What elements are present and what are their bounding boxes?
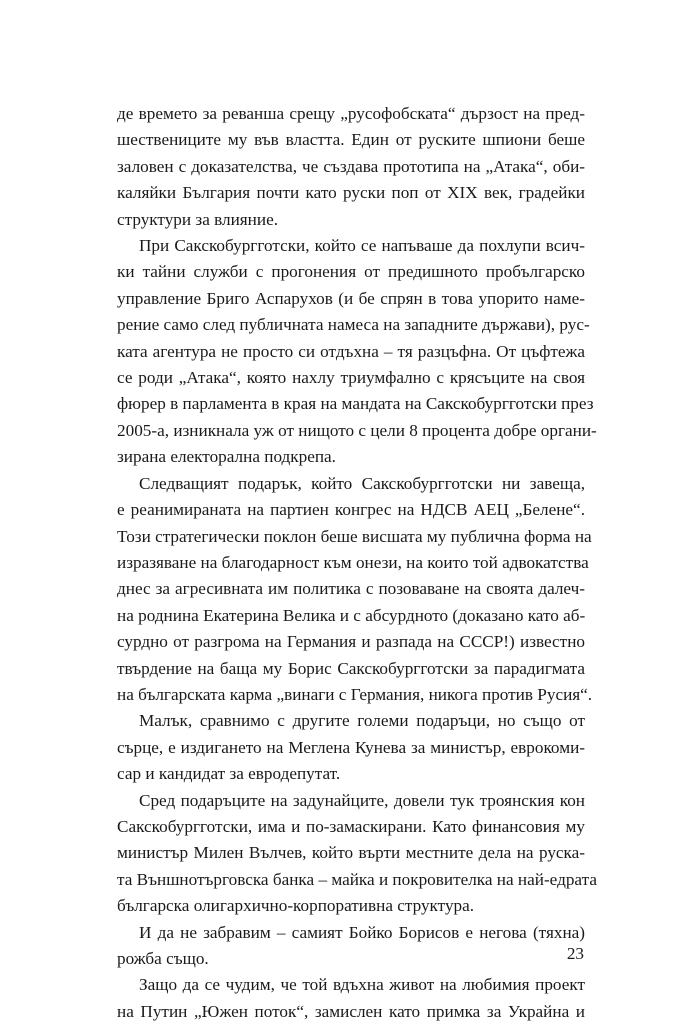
text-line: сърце, е издигането на Меглена Кунева за министър, еврокоми-: [117, 737, 585, 757]
text-line: твърдение на баща му Борис Сакскобургготски за парадигмата: [117, 658, 585, 678]
text-line: Защо да се чудим, че той вдъхна живот на любимия проект: [139, 975, 585, 995]
text-line: на роднина Екатерина Велика и с абсурдното (доказано като аб-: [117, 605, 586, 625]
text-line: рожба също.: [117, 949, 209, 968]
text-line: Следващият подарък, който Сакскобургготски ни завеща,: [139, 473, 585, 493]
text-line: та Външнотърговска банка – майка и покровителка на най-едрата: [117, 869, 597, 889]
text-line: се роди „Атака“, която нахлу триумфално с крясъците на своя: [117, 368, 585, 388]
text-line: заловен с доказателства, че създава прототипа на „Атака“, оби-: [117, 156, 585, 176]
text-line: сурдно от разгрома на Германия и разпада на СССР!) известно: [117, 632, 585, 652]
text-line: изразяване на благодарност към онези, на които той адвокатства: [117, 552, 589, 572]
text-line: министър Милен Вълчев, който върти местните дела на руска-: [117, 843, 585, 863]
text-line: ката агентура не просто си отдъхна – тя разцъфна. От цъфтежа: [117, 341, 585, 361]
paragraph: [117, 471, 593, 709]
text-line: Сред подаръците на задунайците, довели тук троянския кон: [139, 790, 585, 810]
text-line: структури за влияние.: [117, 209, 279, 229]
text-line: зирана електорална подкрепа.: [117, 447, 336, 467]
paragraph: [117, 920, 585, 973]
text-line: рение само след публичната намеса на западните държави), рус-: [117, 315, 590, 335]
text-line: управление Бриго Аспарухов (и бе спрян в това упорито наме-: [117, 288, 585, 308]
text-line: каляйки България почти като руски поп от XIX век, градейки: [117, 183, 585, 203]
text-line: сар и кандидат за евродепутат.: [117, 764, 341, 784]
paragraph: [117, 233, 597, 471]
text-line: ки тайни служби с прогонения от предишното пробългарско: [117, 262, 585, 282]
paragraph: [117, 101, 585, 233]
text-line: И да не забравим – самият Бойко Борисов е негова (тяхна): [139, 922, 585, 942]
text-line: 2005-а, изникнала уж от нищото с цели 8 процента добре органи-: [117, 420, 597, 440]
text-line: Този стратегически поклон беше висшата му публична форма на: [117, 526, 592, 546]
text-line: днес за агресивната им политика с позоваване на своята далеч-: [117, 579, 585, 599]
paragraph: [117, 972, 585, 1025]
text-line: на Путин „Южен поток“, замислен като примка за Украйна и: [117, 1001, 585, 1021]
text-line: де времето за реванша срещу „русофобската“ дързост на пред-: [117, 104, 585, 123]
text-line: е реанимираната на партиен конгрес на НДСВ АЕЦ „Белене“.: [117, 500, 585, 520]
text-line: При Сакскобургготски, който се напъваше да похлупи всич-: [139, 236, 585, 256]
page-number: 23: [566, 944, 584, 963]
text-line: фюрер в парламента в края на мандата на Сакскобургготски през: [117, 394, 594, 414]
text-line: Малък, сравнимо с другите големи подаръци, но също от: [139, 711, 585, 731]
text-line: Сакскобургготски, има и по-замаскирани. Като финансовия му: [117, 816, 585, 836]
text-line: на българската карма „винаги с Германия, никога против Русия“.: [117, 684, 593, 704]
paragraph: [117, 788, 597, 920]
paragraph: [117, 708, 585, 787]
body-text: [117, 101, 597, 1025]
text-line: шествениците му във властта. Един от руските шпиони беше: [117, 130, 585, 150]
text-line: българска олигархично-корпоративна структура.: [117, 896, 475, 916]
